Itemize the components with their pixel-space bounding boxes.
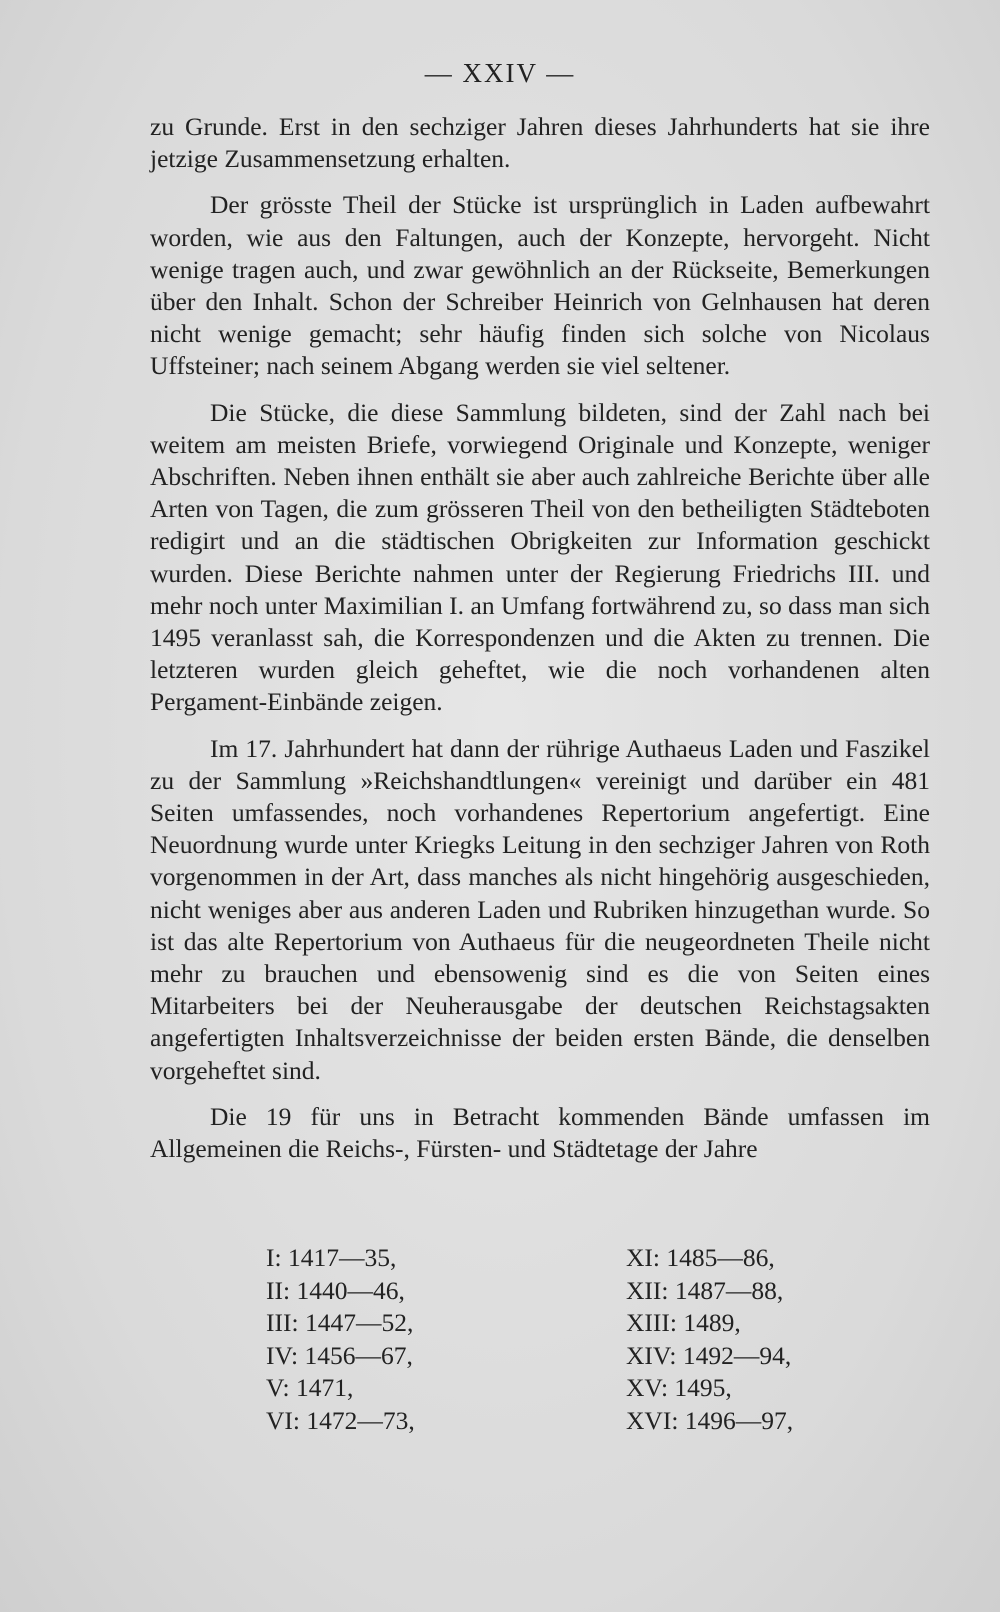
body-text xyxy=(150,111,930,1179)
paragraph-contents: Die Stücke, die diese Sammlung bildeten, sind der Zahl nach bei weitem am meisten Briefe, vorwiegend Originale und Konzepte, weniger Abschriften. Neben ihnen enthält sie aber auch zahlreiche Berichte über alle Arten von Tagen, die zum grösseren Theil von den betheiligten Städteboten redigirt und an die städtischen Obrigkeiten zur Information geschickt wurden. Diese Berichte nahmen unter der Regierung Friedrichs III. und mehr noch unter Maximilian I. an Umfang fortwährend zu, so dass man sich 1495 veranlasst sah, die Korrespondenzen und die Akten zu trennen. Die letzteren wurden gleich geheftet, wie die noch vorhandenen alten Pergament-Einbände zeigen. xyxy=(150,397,930,717)
volume-years: 1495, xyxy=(674,1373,732,1402)
volume-entry xyxy=(626,1340,926,1373)
volume-entry xyxy=(266,1275,566,1308)
paragraph-volumes-intro: Die 19 für uns in Betracht kommenden Bände umfassen im Allgemeinen die Reichs-, Fürsten- und Städtetage der Jahre xyxy=(150,1101,930,1164)
volume-entry xyxy=(626,1372,926,1405)
volume-years: 1487—88, xyxy=(674,1275,784,1305)
volume-number: II: xyxy=(266,1275,291,1305)
volume-years: 1456—67, xyxy=(304,1340,413,1370)
volume-years: 1471, xyxy=(295,1373,354,1402)
paragraph-history: Im 17. Jahrhundert hat dann der rührige Authaeus Laden und Faszikel zu der Sammlung »Reichshandtlungen« vereinigt und darüber ein 481 Seiten umfassendes, noch vorhandenes Repertorium angefertigt. Eine Neuordnung wurde unter Kriegks Leitung in den sechziger Jahren von Roth vorgenommen in der Art, dass manches als nicht hingehörig ausgeschieden, nicht weniges aber aus anderen Laden und Rubriken hinzugethan wurde. So ist das alte Repertorium von Authaeus für die neugeordneten Theile nicht mehr zu brauchen und ebensowenig sind es die von Seiten eines Mitarbeiters bei der Neuherausgabe der deutschen Reichstagsakten angefertigten Inhaltsverzeichnisse der beiden ersten Bände, die denselben vorgeheftet sind. xyxy=(150,733,930,1085)
page-number: — XXIV — xyxy=(424,58,576,88)
volume-entry xyxy=(266,1307,566,1340)
volume-entry xyxy=(266,1372,566,1405)
volume-number: I: xyxy=(266,1243,282,1272)
volume-years: 1447—52, xyxy=(304,1308,414,1337)
volume-number: IV: xyxy=(266,1340,299,1370)
volume-entry xyxy=(266,1340,566,1373)
volume-number: XI: xyxy=(626,1243,660,1272)
volume-years: 1485—86, xyxy=(666,1243,775,1272)
volume-number: XII: xyxy=(626,1275,669,1305)
volume-number: VI: xyxy=(266,1405,300,1435)
volume-entry xyxy=(626,1242,926,1275)
volume-column-right xyxy=(626,1242,926,1437)
volume-number: III: xyxy=(266,1308,299,1337)
volume-number: V: xyxy=(266,1373,290,1402)
volume-entry xyxy=(626,1275,926,1308)
volume-entry xyxy=(266,1242,566,1275)
volume-years: 1440—46, xyxy=(296,1275,405,1305)
volume-number: XV: xyxy=(626,1373,669,1402)
volume-entry xyxy=(626,1405,926,1438)
volume-years: 1492—94, xyxy=(682,1340,792,1370)
paragraph-continuation: zu Grunde. Erst in den sechziger Jahren dieses Jahrhunderts hat sie ihre jetzige Zusammensetzung erhalten. xyxy=(150,112,930,174)
volume-years: 1417—35, xyxy=(287,1243,397,1272)
volume-number: XVI: xyxy=(626,1405,679,1435)
volume-years: 1496—97, xyxy=(684,1405,794,1435)
volume-number: XIII: xyxy=(626,1308,677,1337)
volume-years: 1489, xyxy=(683,1308,741,1337)
volume-column-left xyxy=(266,1242,566,1437)
volume-years: 1472—73, xyxy=(306,1405,415,1435)
volume-entry xyxy=(626,1307,926,1340)
paragraph-storage: Der grösste Theil der Stücke ist ursprünglich in Laden aufbewahrt worden, wie aus den Faltungen, auch der Konzepte, hervorgeht. Nicht wenige tragen auch, und zwar gewöhnlich an der Rückseite, Bemerkungen über den Inhalt. Schon der Schreiber Heinrich von Gelnhausen hat deren nicht wenige gemacht; sehr häufig finden sich solche von Nicolaus Uffsteiner; nach seinem Abgang werden sie viel seltener. xyxy=(150,190,930,381)
volume-entry xyxy=(266,1405,566,1438)
volume-number: XIV: xyxy=(626,1340,677,1370)
